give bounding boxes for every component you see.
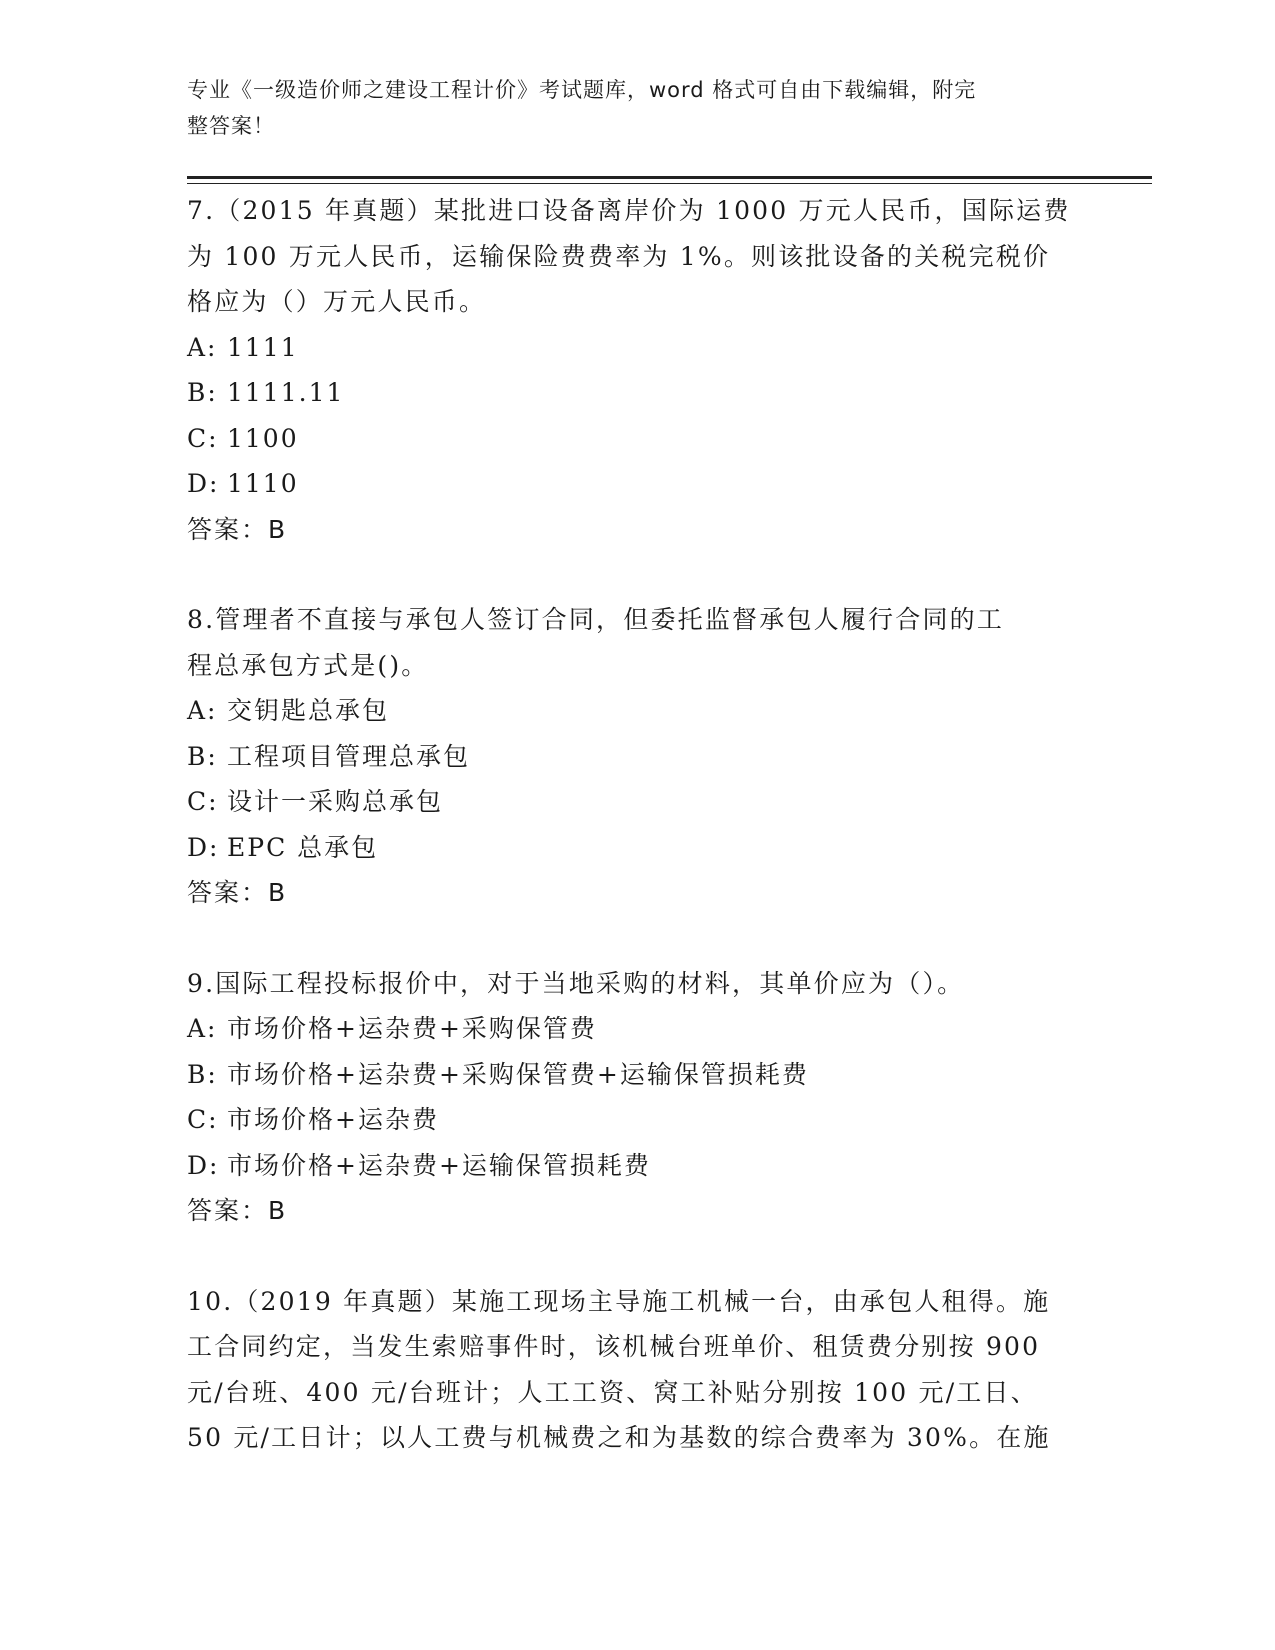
option-letter: B: bbox=[187, 1059, 218, 1089]
option-text: EPC 总承包 bbox=[227, 832, 379, 862]
option-letter: D: bbox=[187, 832, 220, 862]
option-text: 市场价格+运杂费+采购保管费+运输保管损耗费 bbox=[227, 1059, 809, 1089]
option-text: 市场价格+运杂费+采购保管费 bbox=[227, 1014, 597, 1043]
option-a bbox=[187, 688, 1087, 734]
option-letter: A: bbox=[187, 696, 218, 725]
option-letter: B: bbox=[187, 741, 218, 771]
question-8 bbox=[187, 597, 1087, 916]
option-letter: A: bbox=[187, 1014, 218, 1043]
option-text: 1100 bbox=[227, 423, 299, 453]
question-line: 9.国际工程投标报价中，对于当地采购的材料，其单价应为（）。 bbox=[187, 968, 965, 998]
option-text: 设计一采购总承包 bbox=[227, 787, 444, 816]
option-c bbox=[187, 416, 1087, 462]
option-letter: D: bbox=[187, 469, 220, 498]
option-letter: B: bbox=[187, 378, 218, 407]
header-rule-thin bbox=[187, 183, 1152, 184]
header-rule-thick bbox=[187, 176, 1152, 179]
answer-line: 答案：B bbox=[187, 878, 288, 907]
option-letter: C: bbox=[187, 787, 219, 816]
question-10 bbox=[187, 1279, 1087, 1461]
question-line: 工合同约定，当发生索赔事件时，该机械台班单价、租赁费分别按 900 bbox=[187, 1332, 1041, 1361]
question-line: 10.（2019 年真题）某施工现场主导施工机械一台，由承包人租得。施 bbox=[187, 1286, 1051, 1316]
option-letter: C: bbox=[187, 1105, 219, 1134]
answer-line: 答案：B bbox=[187, 514, 288, 544]
question-line: 50 元/工日计；以人工费与机械费之和为基数的综合费率为 30%。在施 bbox=[187, 1423, 1051, 1452]
option-c bbox=[187, 779, 1087, 825]
question-text bbox=[187, 188, 1087, 325]
option-text: 1110 bbox=[227, 469, 299, 498]
question-line: 为 100 万元人民币，运输保险费费率为 1%。则该批设备的关税完税价 bbox=[187, 241, 1051, 271]
option-text: 1111.11 bbox=[227, 378, 345, 407]
option-b bbox=[187, 370, 1087, 416]
option-b bbox=[187, 1052, 1087, 1098]
option-d bbox=[187, 1143, 1087, 1189]
question-9 bbox=[187, 961, 1087, 1234]
option-text: 工程项目管理总承包 bbox=[227, 741, 471, 771]
document-header bbox=[187, 72, 1067, 144]
question-line: 格应为（）万元人民币。 bbox=[187, 287, 487, 316]
question-line: 7.（2015 年真题）某批进口设备离岸价为 1000 万元人民币，国际运费 bbox=[187, 196, 1071, 225]
question-7 bbox=[187, 188, 1087, 552]
answer-line: 答案：B bbox=[187, 1196, 288, 1225]
option-b bbox=[187, 734, 1087, 780]
option-a bbox=[187, 325, 1087, 371]
option-a bbox=[187, 1006, 1087, 1052]
option-letter: C: bbox=[187, 423, 219, 453]
option-text: 市场价格+运杂费+运输保管损耗费 bbox=[227, 1150, 651, 1180]
header-line-1: 专业《一级造价师之建设工程计价》考试题库，word 格式可自由下载编辑，附完 bbox=[187, 78, 977, 102]
question-line: 8.管理者不直接与承包人签订合同，但委托监督承包人履行合同的工 bbox=[187, 605, 1005, 634]
question-line: 元/台班、400 元/台班计；人工工资、窝工补贴分别按 100 元/工日、 bbox=[187, 1377, 1038, 1407]
option-letter: A: bbox=[187, 332, 218, 362]
option-text: 市场价格+运杂费 bbox=[227, 1105, 439, 1134]
option-text: 交钥匙总承包 bbox=[227, 696, 390, 725]
question-text bbox=[187, 597, 1087, 688]
option-c bbox=[187, 1097, 1087, 1143]
question-list bbox=[187, 188, 1087, 1506]
question-text bbox=[187, 961, 1087, 1007]
option-text: 1111 bbox=[227, 332, 299, 362]
option-d bbox=[187, 461, 1087, 507]
question-text bbox=[187, 1279, 1087, 1461]
header-line-2: 整答案！ bbox=[187, 114, 275, 138]
option-letter: D: bbox=[187, 1150, 220, 1180]
option-d bbox=[187, 825, 1087, 871]
question-line: 程总承包方式是()。 bbox=[187, 650, 429, 680]
